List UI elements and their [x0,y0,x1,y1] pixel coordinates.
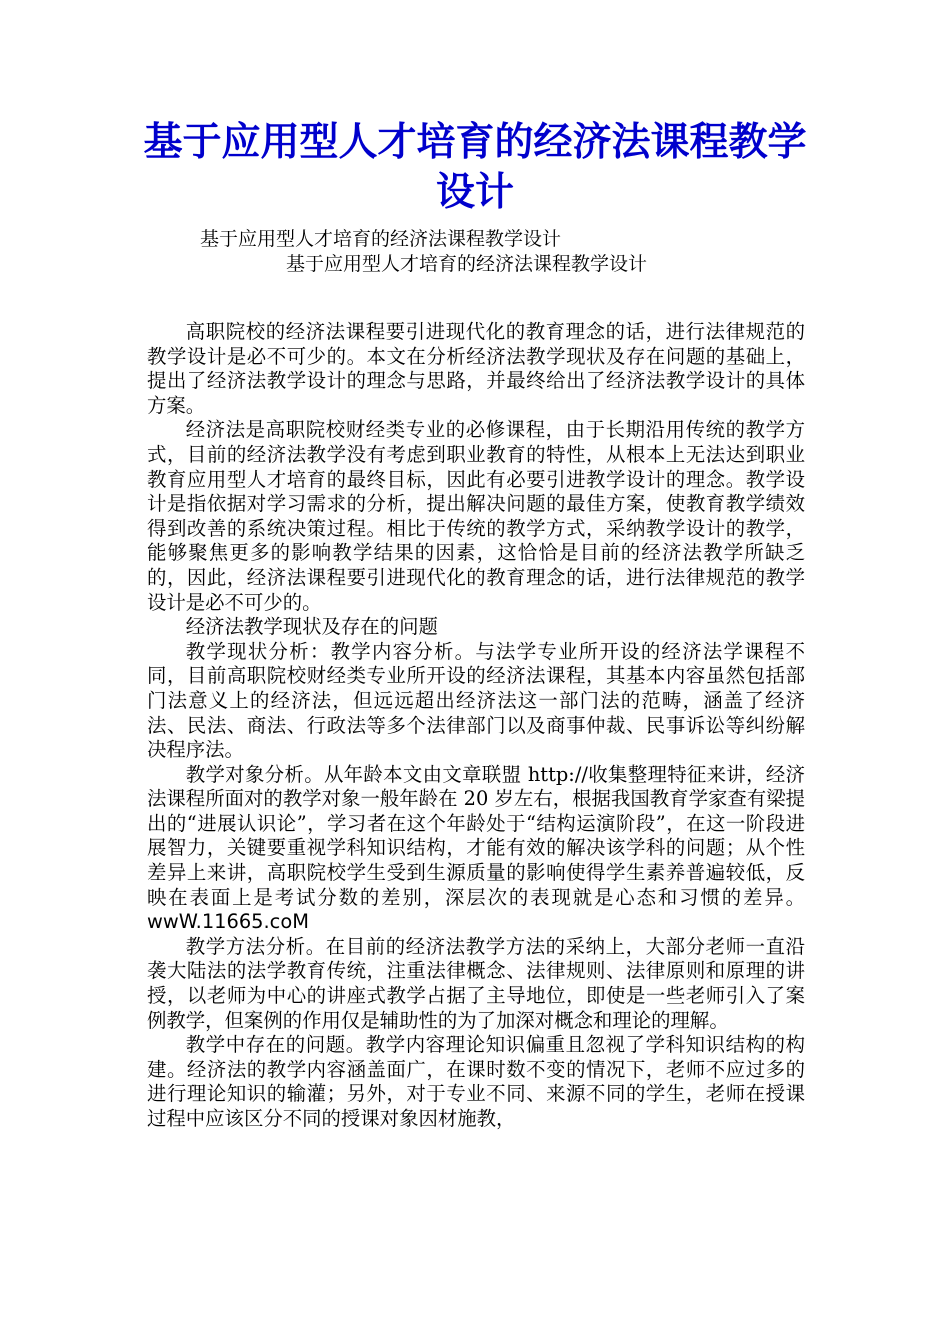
paragraph-abstract: 高职院校的经济法课程要引进现代化的教育理念的话，进行法律规范的教学设计是必不可少的。本文在分析经济法教学现状及存在问题的基础上，提出了经济法教学设计的理念与思路，并最终给出了经济法教学设计的具体方案。 [147,320,805,417]
document-title: 基于应用型人才培育的经济法课程教学设计 [143,120,807,215]
paragraph-method-analysis: 教学方法分析。在目前的经济法教学方法的采纳上，大部分老师一直沿袭大陆法的法学教育传统，注重法律概念、法律规则、法律原则和原理的讲授，以老师为中心的讲座式教学占据了主导地位，即使是一些老师引入了案例教学，但案例的作用仅是辅助性的为了加深对概念和理论的理解。 [147,934,805,1032]
document-subtitle-2: 基于应用型人才培育的经济法课程教学设计 [286,253,648,275]
document-body [147,320,805,1132]
paragraph-problems: 教学中存在的问题。教学内容理论知识偏重且忽视了学科知识结构的构建。经济法的教学内容涵盖面广，在课时数不变的情况下，老师不应过多的进行理论知识的输灌；另外，对于专业不同、来源不同的学生，老师在授课过程中应该区分不同的授课对象因材施教， [147,1033,805,1130]
paragraph-content-analysis: 教学现状分析：教学内容分析。与法学专业所开设的经济法学课程不同，目前高职院校财经类专业所开设的经济法课程，其基本内容虽然包括部门法意义上的经济法，但远远超出经济法这一部门法的范畴，涵盖了经济法、民法、商法、行政法等多个法律部门以及商事仲裁、民事诉讼等纠纷解决程序法。 [147,639,805,762]
paragraph-intro: 经济法是高职院校财经类专业的必修课程，由于长期沿用传统的教学方式，目前的经济法教学没有考虑到职业教育的特性，从根本上无法达到职业教育应用型人才培育的最终目标，因此有必要引进教学设计的理念。教学设计是指依据对学习需求的分析，提出解决问题的最佳方案，使教育教学绩效得到改善的系统决策过程。相比于传统的教学方式，采纳教学设计的教学，能够聚焦更多的影响教学结果的因素，这恰恰是目前的经济法教学所缺乏的，因此，经济法课程要引进现代化的教育理念的话，进行法律规范的教学设计是必不可少的。 [147,418,805,614]
paragraph-url-text: wwW.11665.coM [147,910,309,934]
section-heading: 经济法教学现状及存在的问题 [185,615,438,639]
document-subtitle-1: 基于应用型人才培育的经济法课程教学设计 [200,228,562,250]
paragraph-student-analysis: 教学对象分析。从年龄本文由文章联盟 http://收集整理特征来讲，经济法课程所面对的教学对象一般年龄在 20 岁左右，根据我国教育学家查有梁提出的“进展认识论”，学习者在这个年龄处于“结构运演阶段”，在这一阶段进展智力，关键要重视学科知识结构，才能有效的解决该学科的问题；从个性差异上来讲，高职院校学生受到生源质量的影响使得学生素养普遍较低，反映在表面上是考试分数的差别，深层次的表现就是心态和习惯的差异。 [147,762,805,909]
